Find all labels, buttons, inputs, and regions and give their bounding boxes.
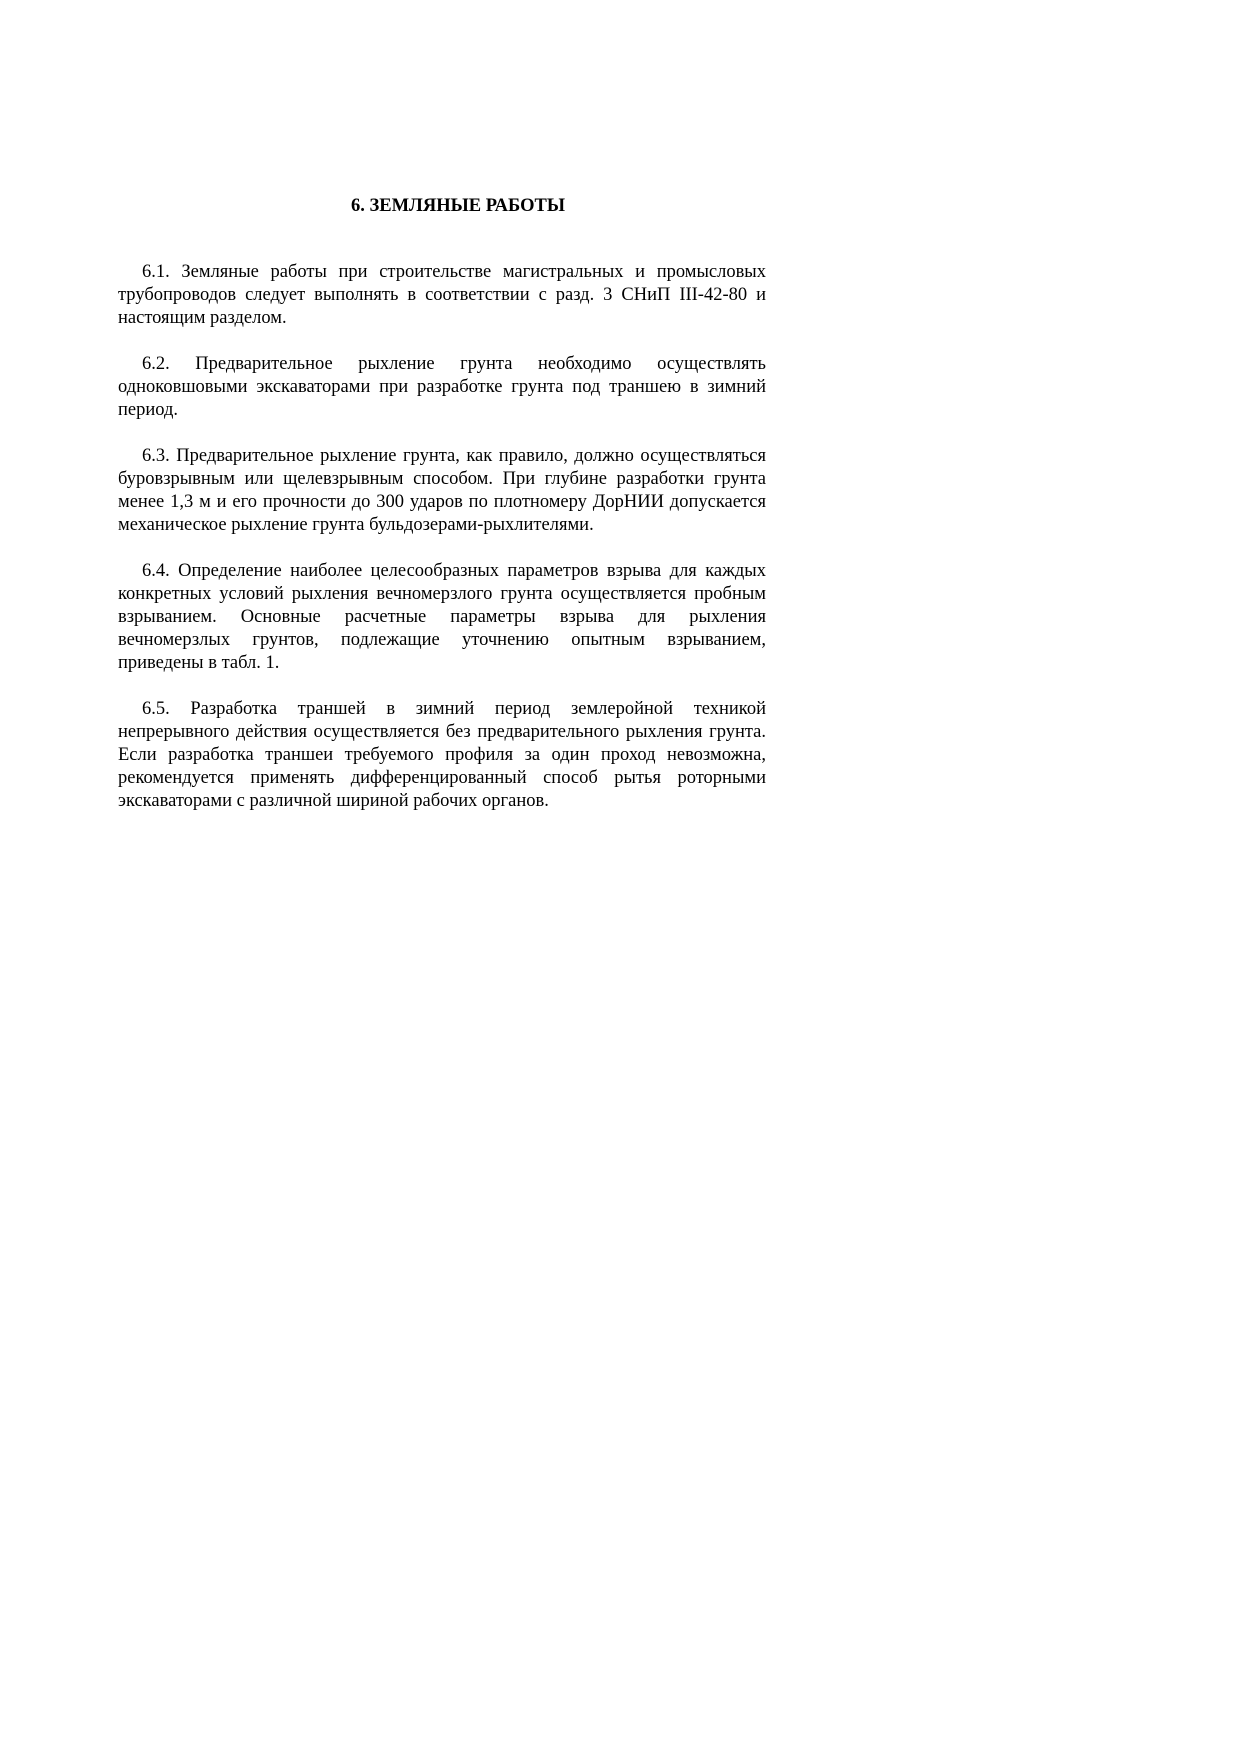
document-body: [118, 195, 766, 836]
paragraph-6-3: 6.3. Предварительное рыхление грунта, как правило, должно осуществляться буровзрывным или щелевзрывным способом. При глубине разработки грунта менее 1,3 м и его прочности до 300 ударов по плотномеру ДорНИИ допускается механическое рыхление грунта бульдозерами-рыхлителями.: [118, 446, 766, 535]
paragraph-6-4: 6.4. Определение наиболее целесообразных параметров взрыва для каждых конкретных условий рыхления вечномерзлого грунта осуществляется пробным взрыванием. Основные расчетные параметры взрыва для рыхления вечномерзлых грунтов, подлежащие уточнению опытным взрыванием, приведены в табл. 1.: [118, 561, 766, 673]
paragraph-6-1: 6.1. Земляные работы при строительстве магистральных и промысловых трубопроводов следует выполнять в соответствии с разд. 3 СНиП III-42-80 и настоящим разделом.: [118, 262, 766, 328]
paragraph-6-2: 6.2. Предварительное рыхление грунта необходимо осуществлять одноковшовыми экскаваторами при разработке грунта под траншею в зимний период.: [118, 354, 766, 420]
section-title: 6. ЗЕМЛЯНЫЕ РАБОТЫ: [350, 196, 566, 216]
paragraph-6-5: 6.5. Разработка траншей в зимний период землеройной техникой непрерывного действия осуществляется без предварительного рыхления грунта. Если разработка траншеи требуемого профиля за один проход невозможна, рекомендуется применять дифференцированный способ рытья роторными экскаваторами с различной шириной рабочих органов.: [118, 699, 766, 811]
